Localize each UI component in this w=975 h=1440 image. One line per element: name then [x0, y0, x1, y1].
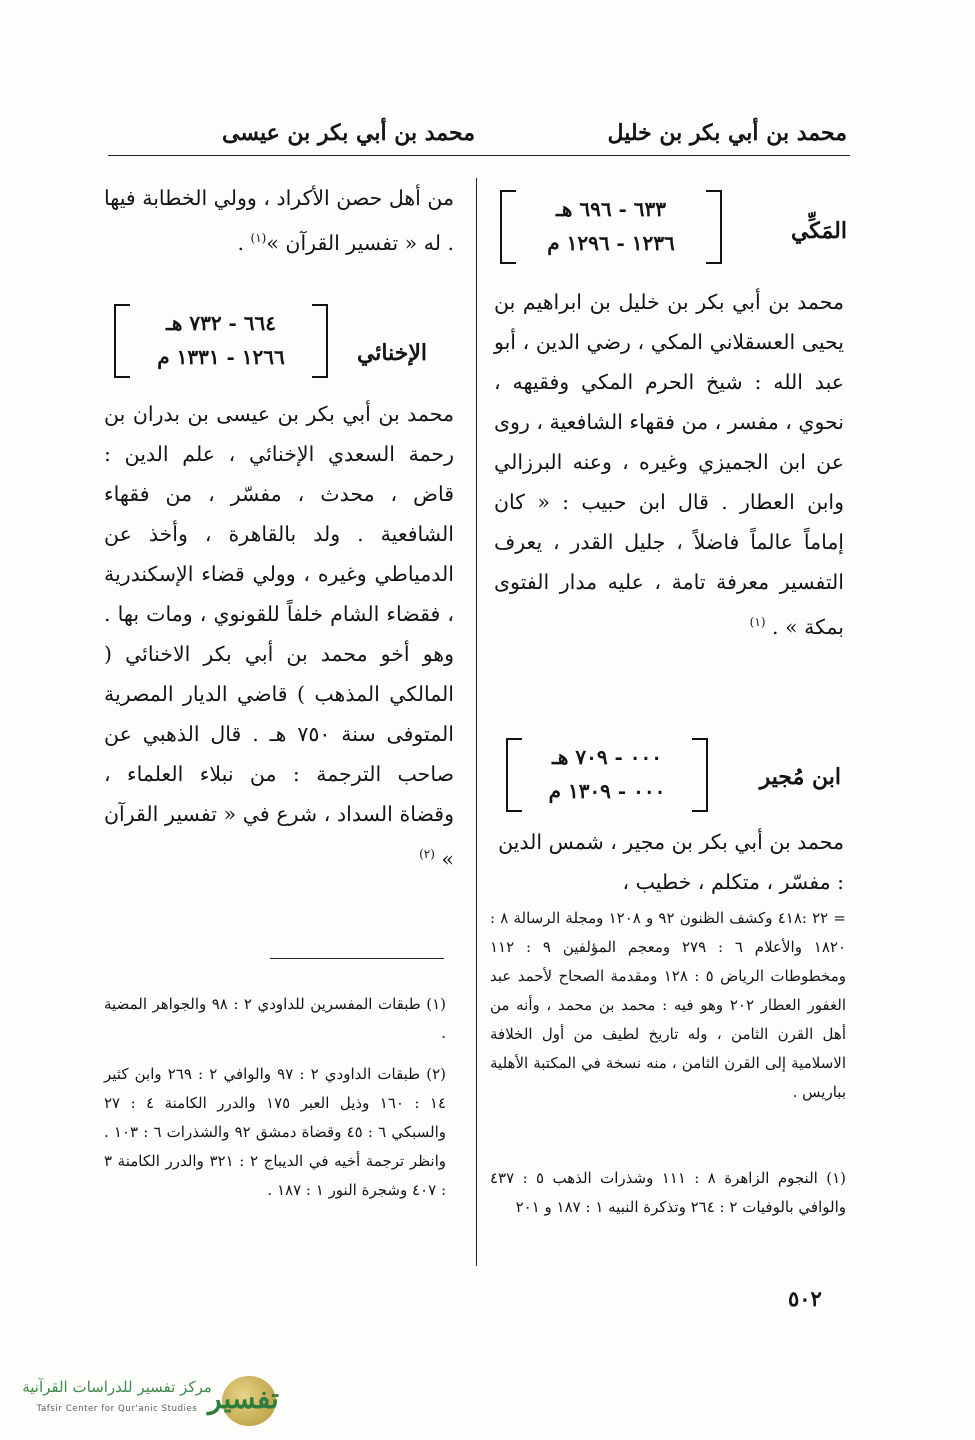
entry-name-ikhnai: الإخنائي [356, 340, 427, 366]
bracket-left [500, 190, 516, 264]
entry-name-ibn-mujir: ابن مُجير [759, 764, 841, 790]
bracket-left [506, 738, 522, 812]
logo-mark: تفسير [208, 1382, 279, 1415]
entry-body: محمد بن أبي بكر بن خليل بن ابراهيم بن يحيى العسقلاني المكي ، رضي الدين ، أبو عبد الله : شيخ الحرم المكي وفقيهه ، نحوي ، مفسر ، من فقهاء الشافعية ، روى عن ابن الجميزي وغيره ، وعنه البرزالي وابن العطار . قال ابن حبيب : « كان إماماً عالماً فاضلاً ، جليل القدر ، يعرف التفسير معرفة تامة ، عليه مدار الفتوى بمكة » . [494, 290, 844, 639]
date-gregorian: ٠٠٠ - ١٣٠٩ م [548, 779, 666, 803]
footnote-1-right: (١) النجوم الزاهرة ٨ : ١١١ وشذرات الذهب ٥ : ٤٣٧ والوافي بالوفيات ٢ : ٢٦٤ وتذكرة النبيه ١ : ١٨٧ و ٢٠١ [490, 1169, 846, 1216]
bracket-left [114, 304, 130, 378]
entry-heading-ibn-mujir [506, 738, 708, 814]
running-head-right: محمد بن أبي بكر بن خليل [607, 120, 847, 146]
footnote-ref: (٢) [419, 847, 435, 861]
date-hijri: ٠٠٠ - ٧٠٩ هـ [551, 745, 663, 769]
bracket-right [312, 304, 328, 378]
date-hijri: ٦٦٤ - ٧٣٢ هـ [165, 311, 277, 335]
entry-text-makki [494, 282, 844, 647]
footnote-1-left: (١) طبقات المفسرين للداودي ٢ : ٩٨ والجواهر المضية . [104, 995, 446, 1042]
entry-name-makki: المَكِّي [790, 218, 847, 244]
bracket-right [692, 738, 708, 812]
entry-text-ibn-mujir: محمد بن أبي بكر بن مجير ، شمس الدين : مفسّر ، متكلم ، خطيب ، [498, 830, 844, 894]
logo-arabic-text: مركز تفسير للدراسات القرآنية [22, 1378, 212, 1396]
date-hijri: ٦٣٣ - ٦٩٦ هـ [555, 197, 667, 221]
footnote-2-left: (٢) طبقات الداودي ٢ : ٩٧ والوافي ٢ : ٢٦٩ وابن كثير ١٤ : ١٦٠ وذيل العبر ١٧٥ والدرر الكامنة ٤ : ٢٧ والسبكي ٦ : ٤٥ وقضاة دمشق ٩٢ والشذرات ٦ : ١٠٣ . وانظر ترجمة أخيه في الديباج ٢ : ٣٢١ والدرر الكامنة ٣ : ٤٠٧ وشجرة النور ١ : ١٨٧ . [104, 1065, 447, 1199]
entry-dates [528, 740, 686, 808]
entry-text-ikhnai [104, 394, 454, 879]
footnote-ref: (١) [749, 615, 766, 629]
entry-dates [522, 192, 700, 260]
header-rule [108, 155, 850, 156]
column-divider [476, 178, 477, 1266]
continued-body: من أهل حصن الأكراد ، وولي الخطابة فيها . له « تفسير القرآن » [104, 186, 454, 255]
entry-heading-ikhnai [114, 304, 328, 380]
entry-dates [136, 306, 306, 374]
date-gregorian: ١٢٣٦ - ١٢٩٦ م [547, 231, 675, 255]
bracket-right [706, 190, 722, 264]
logo-english-text: Tafsir Center for Qur'anic Studies [36, 1404, 198, 1414]
page-number: ٥٠٢ [788, 1286, 822, 1311]
footnote-continuation: = ٢٢ :٤١٨ وكشف الظنون ٩٢ و ١٢٠٨ ومجلة الرسالة ٨ : ١٨٢٠ والأعلام ٦ : ٢٧٩ ومعجم المؤلفين ٩ : ١١٢ ومخطوطات الرياض ٥ : ١٢٨ ومقدمة الصحاح لأحمد عبد الغفور العطار ٢٠٢ وهو فيه : محمد بن محمد ، وأنه من أهل القرن الثامن ، وله تاريخ لطيف من أول الخلافة الاسلامية إلى القرن الثامن ، منه نسخة في المكتبة الأهلية بباريس . [490, 909, 847, 1101]
running-head-left: محمد بن أبي بكر بن عيسى [222, 120, 475, 146]
entry-heading-makki [500, 190, 722, 266]
date-gregorian: ١٢٦٦ - ١٣٣١ م [157, 345, 285, 369]
continued-text: من أهل حصن الأكراد ، وولي الخطابة فيها . له « تفسير القرآن »$^{(١)}$ . [104, 186, 454, 255]
footnote-ref: (١) [250, 231, 267, 245]
tafsir-center-logo [12, 1368, 292, 1428]
entry-body: محمد بن أبي بكر بن عيسى بن بدران بن رحمة السعدي الإخنائي ، علم الدين : قاض ، محدث ، مفسّر ، من فقهاء الشافعية . ولد بالقاهرة ، وأخذ عن الدمياطي وغيره ، وولي قضاء الإسكندرية ، فقضاء الشام خلفاً للقونوي ، ومات بها . وهو أخو محمد بن أبي بكر الاخنائي ( المالكي المذهب ) قاضي الديار المصرية المتوفى سنة ٧٥٠ هـ . قال الذهبي عن صاحب الترجمة : من نبلاء العلماء ، وقضاة السداد ، شرع في « تفسير القرآن » [104, 402, 454, 871]
footnote-separator [270, 958, 444, 959]
